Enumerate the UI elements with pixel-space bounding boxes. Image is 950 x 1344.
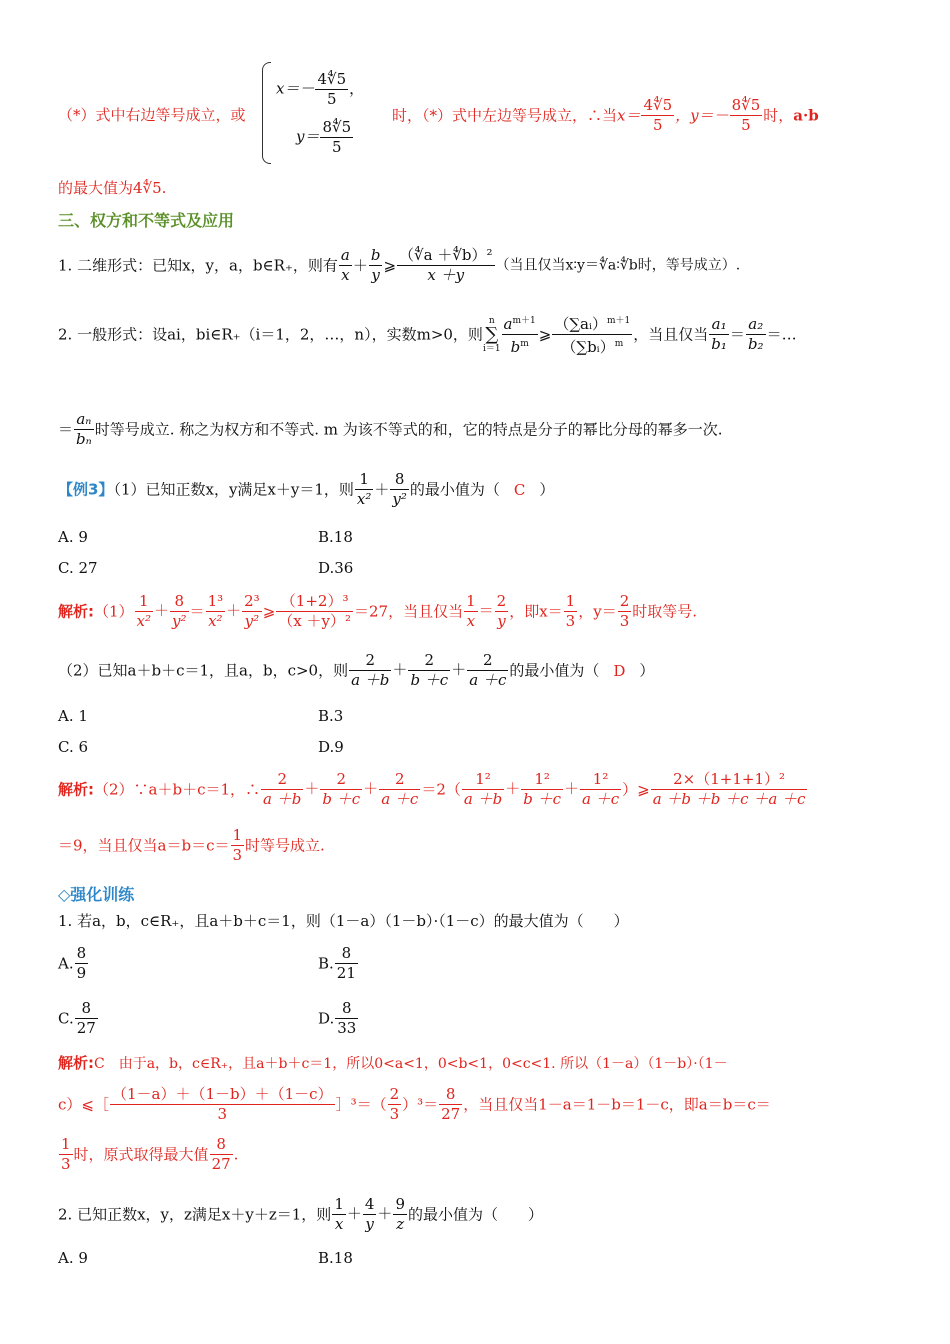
- ex3-opt-d: D.36: [318, 559, 354, 577]
- y-row: y＝ $\frac{8∜5}{5}$: [296, 118, 352, 156]
- p1-two-dim: 1. 二维形式：已知x，y，a，b∈R₊，则有 $\frac{a}{x}$ ＋ $\frac{b}{y}$ ⩾ $\frac{\text{（∜a ＋∜b）²}}{x +y}$ （当且仅当x∶y＝∜a∶∜b时，等号成立）.: [58, 246, 741, 284]
- ex3-opt2-a: A. 1: [58, 707, 88, 725]
- ex3-sol2: 解析:（2）∵a＋b＋c＝1，∴ $\frac{2}{a +b}$ ＋ $\frac{2}{b +c}$ ＋ $\frac{2}{a +c}$ ＝2（ $\frac{\text{1²}}{a +b}$ ＋ $\frac{\text{1²}}{b +c}$ ＋ $\frac{\text{1²}}{a +c}$ ）⩾ $\frac{\text{2×（1+1+1）²}}{a +b +b +c +a +c}$: [58, 770, 806, 808]
- training-sol-3: $\frac{1}{3}$ 时，原式取得最大值 $\frac{8}{27}$ .: [61, 1135, 239, 1173]
- training-opt-a: A. $\frac{8}{9}$: [58, 944, 87, 982]
- ex3-opt-a: A. 9: [58, 528, 88, 546]
- ex3-opt-c: C. 27: [58, 559, 98, 577]
- training-q1: 1. 若a，b，c∈R₊，且a＋b＋c＝1，则（1－a）（1－b）·（1－c）的最大值为（ ）: [58, 912, 629, 930]
- ex3-q1: 【例3】（1）已知正数x，y满足x＋y＝1，则 $\frac{1}{\text{x²}}$ ＋ $\frac{8}{\text{y²}}$ 的最小值为（ C ）: [58, 470, 555, 508]
- training-sol-1: 解析:C 由于a，b，c∈R₊，且a＋b＋c＝1，所以0<a<1，0<b<1，0<c<1. 所以（1－a）（1－b）·（1－: [58, 1054, 728, 1072]
- x-row: x＝－ $\frac{4∜5}{5}$ ，: [276, 70, 365, 108]
- brace: [262, 62, 271, 164]
- p2-cont: ＝ $\frac{\text{aₙ}}{\text{bₙ}}$ 时等号成立. 称之为权方和不等式. m 为该不等式的和，它的特点是分子的幂比分母的幂多一次.: [58, 410, 723, 448]
- training-q2-opt-b: B.18: [318, 1249, 353, 1267]
- training-q2-opt-a: A. 9: [58, 1249, 88, 1267]
- ex3-sol1: 解析:（1） $\frac{1}{\text{x²}}$ ＋ $\frac{8}{\text{y²}}$ ＝ $\frac{\text{1³}}{\text{x²}}$ ＋ $\frac{\text{2³}}{\text{y²}}$ ⩾ $\frac{\text{（1+2）³}}{\text{（x ＋y）²}}$ ＝27，当且仅当 $\frac{1}{x}$ ＝ $\frac{2}{y}$ ，即x＝ $\frac{1}{3}$ ，y＝ $\frac{2}{3}$ 时取等号.: [58, 592, 698, 630]
- training-opt-d: D. $\frac{8}{33}$: [318, 999, 357, 1037]
- ex3-opt-b: B.18: [318, 528, 353, 546]
- ex3-opt2-d: D.9: [318, 738, 344, 756]
- training-opt-c: C. $\frac{8}{27}$: [58, 999, 96, 1037]
- ex3-sol2-cont: ＝9，当且仅当a＝b＝c＝ $\frac{1}{3}$ 时等号成立.: [58, 826, 325, 864]
- training-q2: 2. 已知正数x，y，z满足x＋y＋z＝1，则 $\frac{1}{x}$ ＋ $\frac{4}{y}$ ＋ $\frac{9}{z}$ 的最小值为（ ）: [58, 1195, 543, 1233]
- top-right-text: 时，（*）式中左边等号成立，∴当x＝ $\frac{4∜5}{5}$ ，y＝－ $\frac{8∜5}{5}$ 时，a·b: [392, 96, 819, 134]
- p2-general: 2. 一般形式：设ai，bi∈R₊（i＝1，2，…，n），实数m>0，则n ∑ i＝1 $\frac{a^{m+1}}{b^m}$ ⩾ $\frac{(\sum aᵢ)^{m+1}}{(\sum bᵢ)^m}$ ，当且仅当 $\frac{\text{a₁}}{\text{b₁}}$ ＝ $\frac{\text{a₂}}{\text{b₂}}$ ＝…: [58, 312, 797, 357]
- training-title: ◇强化训练: [58, 885, 135, 904]
- training-opt-b: B. $\frac{8}{21}$: [318, 944, 356, 982]
- training-sol-2: c）⩽［ $\frac{(1-a)+(1-b)+(1-c)}{3}$ ］³＝（ $\frac{2}{3}$ ）³＝ $\frac{8}{27}$ ，当且仅当1－a＝1－b＝1－c，即a＝b＝c＝: [58, 1085, 771, 1123]
- section-title: 三、权方和不等式及应用: [58, 211, 235, 230]
- ex3-q2: （2）已知a＋b＋c＝1，且a，b，c>0，则 $\frac{2}{a +b}$ ＋ $\frac{2}{b +c}$ ＋ $\frac{2}{a +c}$ 的最小值为（ D ）: [58, 651, 655, 689]
- top-line2: 的最大值为4∜5.: [58, 179, 167, 197]
- ex3-opt2-b: B.3: [318, 707, 344, 725]
- ex3-opt2-c: C. 6: [58, 738, 89, 756]
- top-left-text: （*）式中右边等号成立，或: [58, 106, 246, 124]
